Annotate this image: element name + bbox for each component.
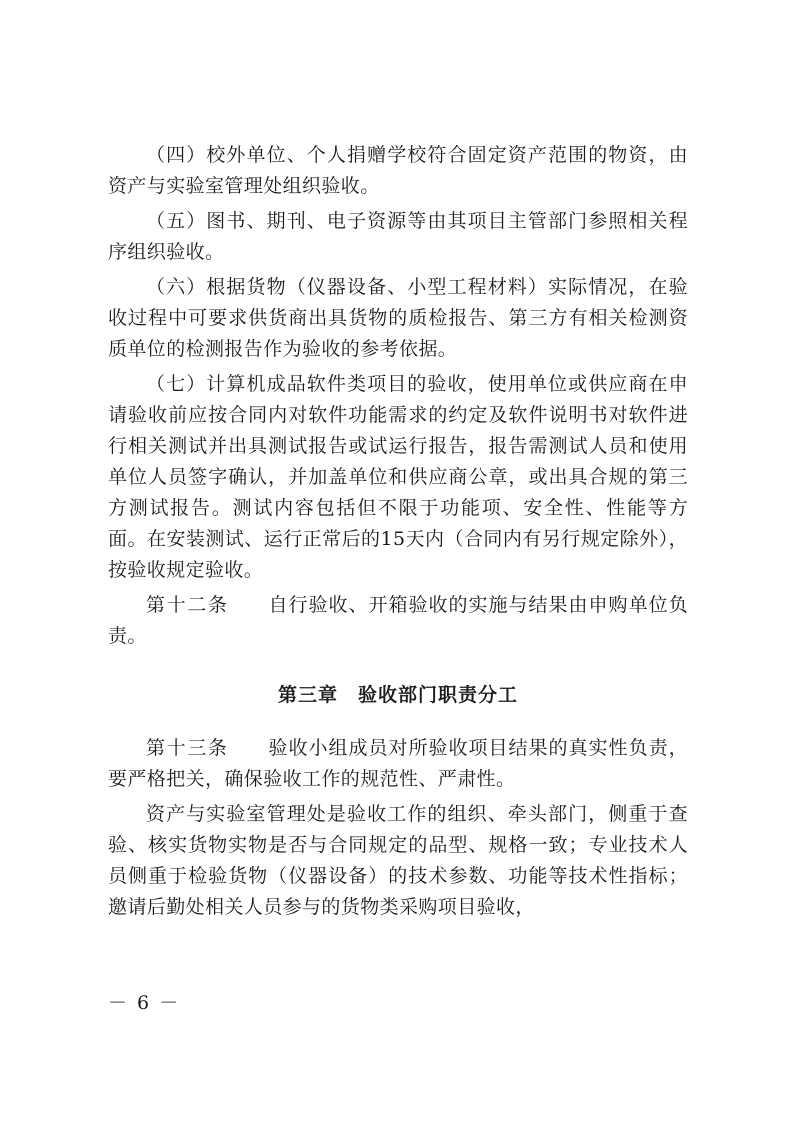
paragraph-item-5: （五）图书、期刊、电子资源等由其项目主管部门参照相关程序组织验收。 — [108, 210, 688, 263]
article-13 — [108, 733, 688, 795]
article-12-label: 第十二条 — [146, 594, 229, 616]
article-13-text: 验收小组成员对所验收项目结果的真实性负责，要严格把关，确保验收工作的规范性、严肃性。 — [108, 737, 688, 790]
paragraph-item-6: （六）根据货物（仪器设备、小型工程材料）实际情况，在验收过程中可要求供货商出具货物的质检报告、第三方有相关检测资质单位的检测报告作为验收的参考依据。 — [108, 276, 688, 360]
paragraph-asset-lab-duties: 资产与实验室管理处是验收工作的组织、牵头部门，侧重于查验、核实货物实物是否与合同规定的品型、规格一致；专业技术人员侧重于检验货物（仪器设备）的技术参数、功能等技术性指标；邀请后勤处相关人员参与的货物类采购项目验收， — [108, 803, 688, 918]
article-13-label: 第十三条 — [146, 737, 229, 759]
document-body — [108, 140, 688, 923]
paragraph-item-7: （七）计算机成品软件类项目的验收，使用单位或供应商在申请验收前应按合同内对软件功能需求的约定及软件说明书对软件进行相关测试并出具测试报告或试运行报告，报告需测试人员和使用单位人员签字确认，并加盖单位和供应商公章，或出具合规的第三方测试报告。测试内容包括但不限于功能项、安全性、性能等方面。在安装测试、运行正常后的15天内（合同内有另行规定除外），按验收规定验收。 — [108, 373, 688, 581]
page-number: － 6 － — [108, 992, 181, 1014]
paragraph-item-4: （四）校外单位、个人捐赠学校符合固定资产范围的物资，由资产与实验室管理处组织验收。 — [108, 144, 688, 197]
chapter-heading: 第三章 验收部门职责分工 — [277, 684, 518, 706]
article-12-text: 自行验收、开箱验收的实施与结果由申购单位负责。 — [108, 594, 688, 647]
article-12 — [108, 590, 688, 652]
